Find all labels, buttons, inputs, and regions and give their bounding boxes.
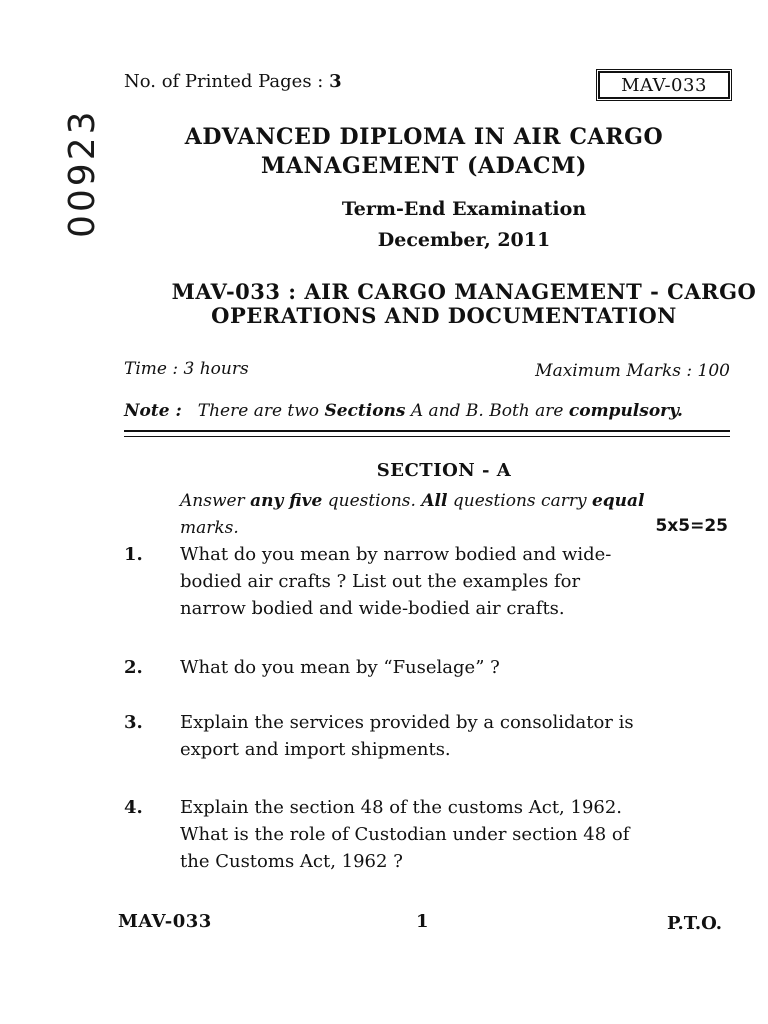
instruction-part: marks. (180, 518, 239, 538)
question-text (180, 654, 675, 681)
section-instruction (180, 488, 680, 542)
question-line: What do you mean by “Fuselage” ? (180, 657, 500, 678)
instruction-part: questions carry (447, 491, 592, 511)
divider-thin (124, 436, 730, 437)
printed-pages (124, 71, 342, 92)
exam-name: Term-End Examination (341, 198, 587, 220)
note-text-3: A and B. Both are (405, 401, 569, 421)
note-text-1: There are two (197, 401, 325, 421)
question-line: What is the role of Custodian under section 48 of (180, 824, 630, 845)
question-text (180, 541, 675, 622)
note (124, 401, 683, 421)
paper-code-box: MAV-033 (598, 71, 730, 99)
instruction-part: questions. (322, 491, 422, 511)
question-number: 3. (124, 712, 143, 733)
question-line: the Customs Act, 1962 ? (180, 851, 403, 872)
question-number: 2. (124, 657, 143, 678)
divider-thick (124, 430, 730, 432)
programme-title-line-1: ADVANCED DIPLOMA IN AIR CARGO (184, 124, 664, 150)
instruction-part: Answer (180, 491, 251, 511)
instruction-part: All (421, 491, 448, 511)
instruction-part: equal (591, 491, 645, 511)
note-label: Note : (124, 401, 182, 421)
question-line: narrow bodied and wide-bodied air crafts. (180, 598, 565, 619)
printed-pages-value: 3 (329, 71, 342, 92)
marks-allocation: 5x5=25 (655, 516, 728, 536)
question-line: export and import shipments. (180, 739, 451, 760)
note-text-4: compulsory. (568, 401, 683, 421)
footer-paper-code: MAV-033 (118, 911, 212, 932)
footer-page-number: 1 (416, 911, 429, 932)
section-a-heading: SECTION - A (376, 460, 512, 481)
paper-title-line-2: OPERATIONS AND DOCUMENTATION (211, 303, 677, 328)
time-allowed: Time : 3 hours (124, 359, 249, 379)
question-number: 1. (124, 544, 143, 565)
programme-title-line-2: MANAGEMENT (ADACM) (260, 153, 588, 179)
paper-title-line-1: MAV-033 : AIR CARGO MANAGEMENT - CARGO (171, 279, 757, 304)
instruction-part: any five (250, 491, 323, 511)
question-text (180, 794, 675, 875)
question-line: bodied air crafts ? List out the examples for (180, 571, 581, 592)
printed-pages-label: No. of Printed Pages : (124, 71, 330, 92)
question-text (180, 709, 675, 763)
question-line: What do you mean by narrow bodied and wide- (180, 544, 612, 565)
question-number: 4. (124, 797, 143, 818)
exam-date: December, 2011 (377, 229, 551, 251)
question-line: Explain the services provided by a consolidator is (180, 712, 634, 733)
maximum-marks: Maximum Marks : 100 (535, 361, 730, 381)
footer-pto: P.T.O. (666, 913, 722, 934)
question-line: Explain the section 48 of the customs Act, 1962. (180, 797, 623, 818)
note-text-2: Sections (324, 401, 406, 421)
serial-number: 00923 (62, 108, 103, 238)
